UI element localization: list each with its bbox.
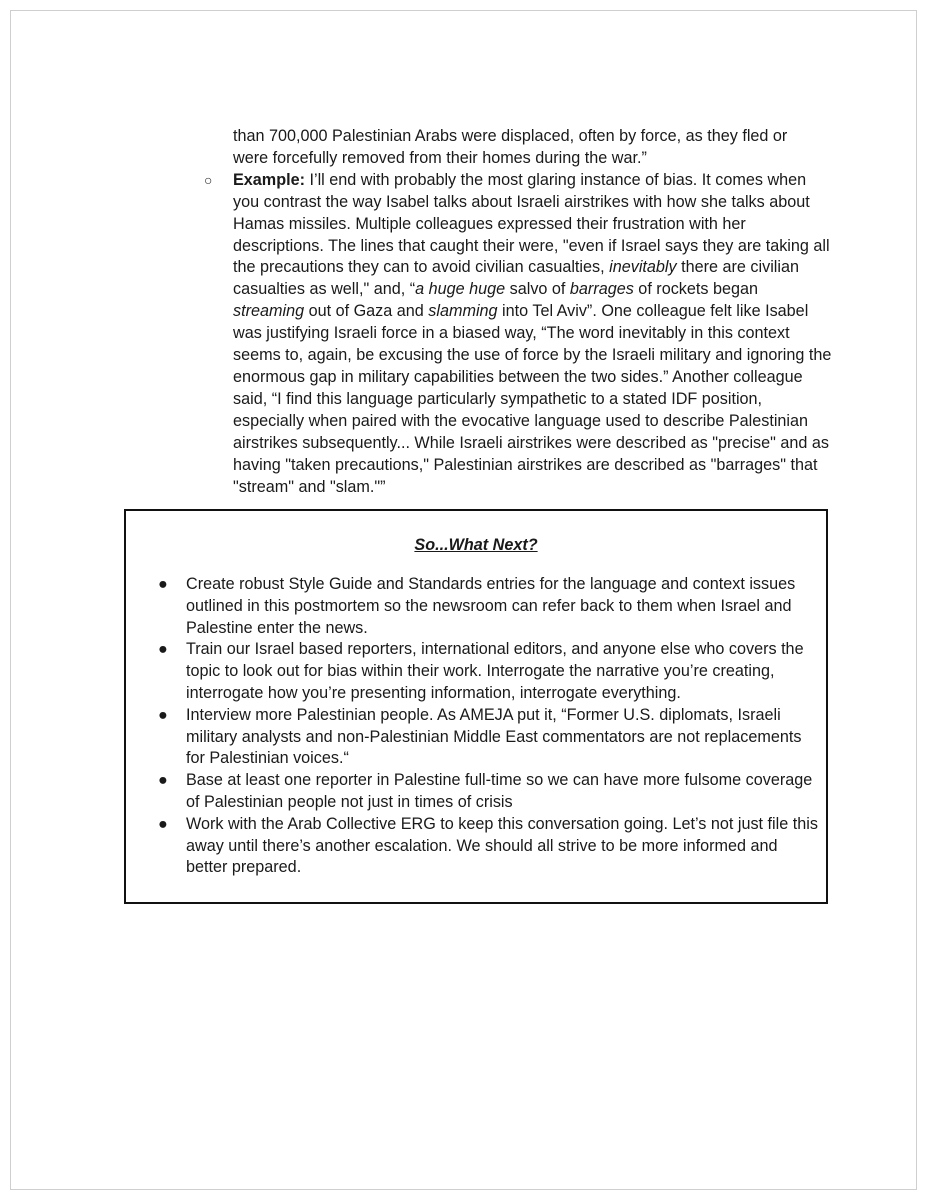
document-page bbox=[10, 10, 917, 1190]
emphasis-text: inevitably bbox=[609, 258, 677, 277]
list-item-text: Base at least one reporter in Palestine full-time so we can have more fulsome coverage of Palestinian people not just in times of crisis bbox=[186, 771, 813, 811]
list-item bbox=[158, 705, 821, 770]
list-item bbox=[158, 814, 821, 879]
bullet-icon: ● bbox=[158, 705, 168, 724]
list-item bbox=[158, 574, 821, 639]
emphasis-text: barrages bbox=[569, 280, 634, 299]
list-item-text: Create robust Style Guide and Standards entries for the language and context issues outlined in this postmortem so the newsroom can refer back to them when Israel and Palestine enter the news. bbox=[186, 575, 796, 637]
example-text: of rockets began bbox=[633, 280, 758, 299]
box-title: So...What Next? bbox=[414, 536, 538, 554]
list-item bbox=[158, 770, 821, 814]
example-text: into Tel Aviv”. One colleague felt like Isabel was justifying Israeli force in a biased way, “The word inevitably in this context seems to, again, be excusing the use of force by the Israeli military and ignoring the enormous gap in military capabilities between the two sides.” Another colleague said, “I find this language particularly sympathetic to a stated IDF position, especially when paired with the evocative language used to describe Palestinian airstrikes subsequently... While Israeli airstrikes were described as "precise" and as having "taken precautions," Palestinian airstrikes are described as "barrages" that "stream" and "slam."” bbox=[233, 302, 832, 496]
next-steps-box bbox=[124, 509, 828, 904]
list-item-text: Train our Israel based reporters, international editors, and anyone else who covers the topic to look out for bias within their work. Interrogate the narrative you’re creating, interrogate how you’re presenting information, interrogate everything. bbox=[186, 640, 804, 702]
example-text: I’ll end with probably the most glaring instance of bias. It comes when you contrast the way Isabel talks about Israeli airstrikes with how she talks about Hamas missiles. Multiple colleagues expressed their frustration with her descriptions. The lines that caught their were, "even if Israel says they are taking all the precautions they can to avoid civilian casualties, bbox=[233, 170, 830, 277]
emphasis-text: streaming bbox=[233, 302, 305, 321]
next-steps-list bbox=[158, 574, 821, 879]
emphasis-text: a huge huge bbox=[415, 280, 506, 299]
example-paragraph bbox=[204, 170, 833, 499]
list-item bbox=[158, 639, 821, 704]
hollow-circle-bullet-icon: ○ bbox=[204, 171, 213, 188]
bullet-icon: ● bbox=[158, 640, 168, 659]
emphasis-text: slamming bbox=[428, 302, 498, 321]
example-text: salvo of bbox=[505, 280, 570, 299]
example-text: out of Gaza and bbox=[304, 302, 429, 321]
list-item-text: Work with the Arab Collective ERG to keep this conversation going. Let’s not just file this away until there’s another escalation. We should all strive to be more informed and better prepared. bbox=[186, 814, 818, 877]
bullet-icon: ● bbox=[158, 814, 168, 833]
bullet-icon: ● bbox=[158, 575, 168, 593]
continuation-line: were forcefully removed from their homes during the war.” bbox=[233, 148, 647, 167]
continuation-line: than 700,000 Palestinian Arabs were displaced, often by force, as they fled or bbox=[233, 127, 788, 145]
example-label: Example: bbox=[233, 170, 305, 189]
list-item-text: Interview more Palestinian people. As AMEJA put it, “Former U.S. diplomats, Israeli military analysts and non-Palestinian Middle East commentators are not replacements for Palestinian voices.“ bbox=[186, 705, 802, 768]
example-text: there are civilian casualties as well," and, “ bbox=[233, 258, 799, 299]
body-text bbox=[204, 126, 833, 498]
bullet-icon: ● bbox=[158, 771, 168, 790]
